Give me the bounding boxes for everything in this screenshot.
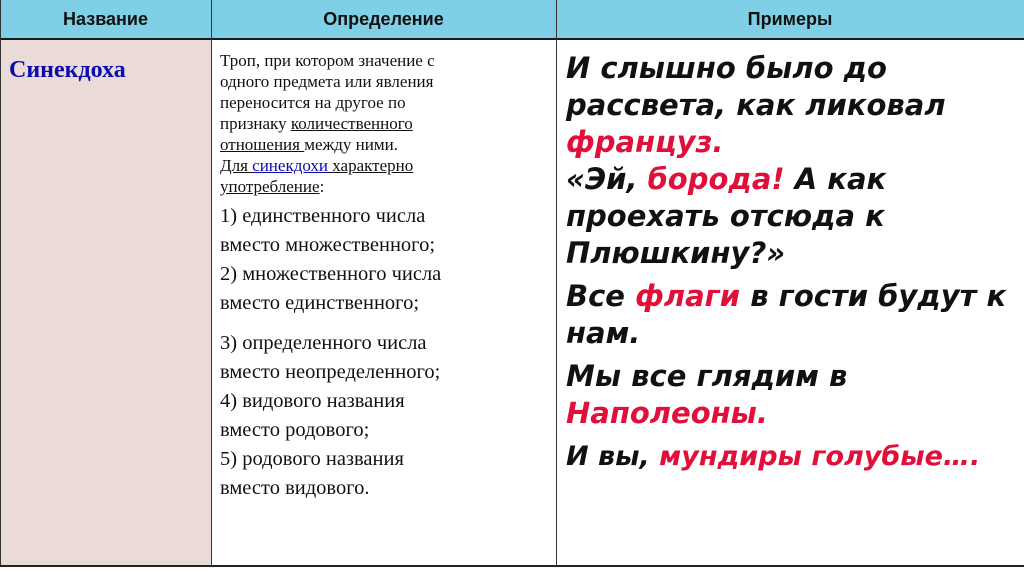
list-item: вместо видового. [220,477,370,499]
highlighted-word: флаги [635,279,741,313]
example-text: проехать отсюда к [566,199,885,233]
example-text: рассвета, как ликовал [566,88,946,122]
example-5 [566,438,1016,475]
example-text: Мы все глядим в [566,359,848,393]
example-text: «Эй, [566,162,648,196]
table-border-left [0,0,1,565]
definition-line: Троп, при котором значение с [220,51,435,70]
highlighted-word: Наполеоны. [566,396,768,430]
definition-line: одного предмета или явления [220,72,434,91]
list-item: вместо единственного; [220,292,420,314]
example-text: Плюшкину?» [566,236,786,270]
table-border-bottom [0,565,1024,567]
definition-line [220,134,550,155]
example-text: нам. [566,316,641,350]
list-item: вместо родового; [220,419,370,441]
definition-line [220,113,550,134]
column-divider-1 [211,0,212,565]
header-definition: Определение [211,0,556,40]
example-4 [566,358,1016,432]
example-text: А как [784,162,887,196]
column-divider-2 [556,0,557,565]
underlined-text: количественного [290,114,413,133]
examples-text [566,50,1016,475]
definition-text-span: : [319,177,325,196]
definition-line [220,155,550,176]
example-text: И вы, [566,441,660,472]
definition-line [220,176,550,197]
example-2 [566,161,1016,272]
definition-line: переносится на другое по [220,93,406,112]
underlined-text: характерно [328,156,414,175]
definition-text [220,50,550,503]
definition-text-span: признаку [220,114,291,133]
definition-text-span: между ними. [304,135,398,154]
example-3 [566,278,1016,352]
underlined-text: Для [220,156,253,175]
highlighted-word: француз. [566,125,724,159]
example-text: Все [566,279,636,313]
header-examples: Примеры [556,0,1024,40]
list-item: 5) родового названия [220,448,404,470]
name-cell [0,40,211,565]
list-item: вместо неопределенного; [220,361,441,383]
list-item: 2) множественного числа [220,263,442,285]
example-text: И слышно было до [566,51,887,85]
list-item: вместо множественного; [220,234,436,256]
list-item: 3) определенного числа [220,332,427,354]
example-text: в гости будут к [740,279,1007,313]
term-name: Синекдоха [9,57,126,83]
example-1 [566,50,1016,161]
list-item: 4) видового названия [220,390,405,412]
highlighted-word: мундиры голубые…. [659,441,981,472]
header-name: Название [0,0,211,40]
highlighted-word: борода! [647,162,785,196]
underlined-text: употребление [220,177,320,196]
synecdoche-link[interactable]: синекдохи [252,156,329,175]
list-item: 1) единственного числа [220,205,426,227]
underlined-text: отношения [220,135,305,154]
